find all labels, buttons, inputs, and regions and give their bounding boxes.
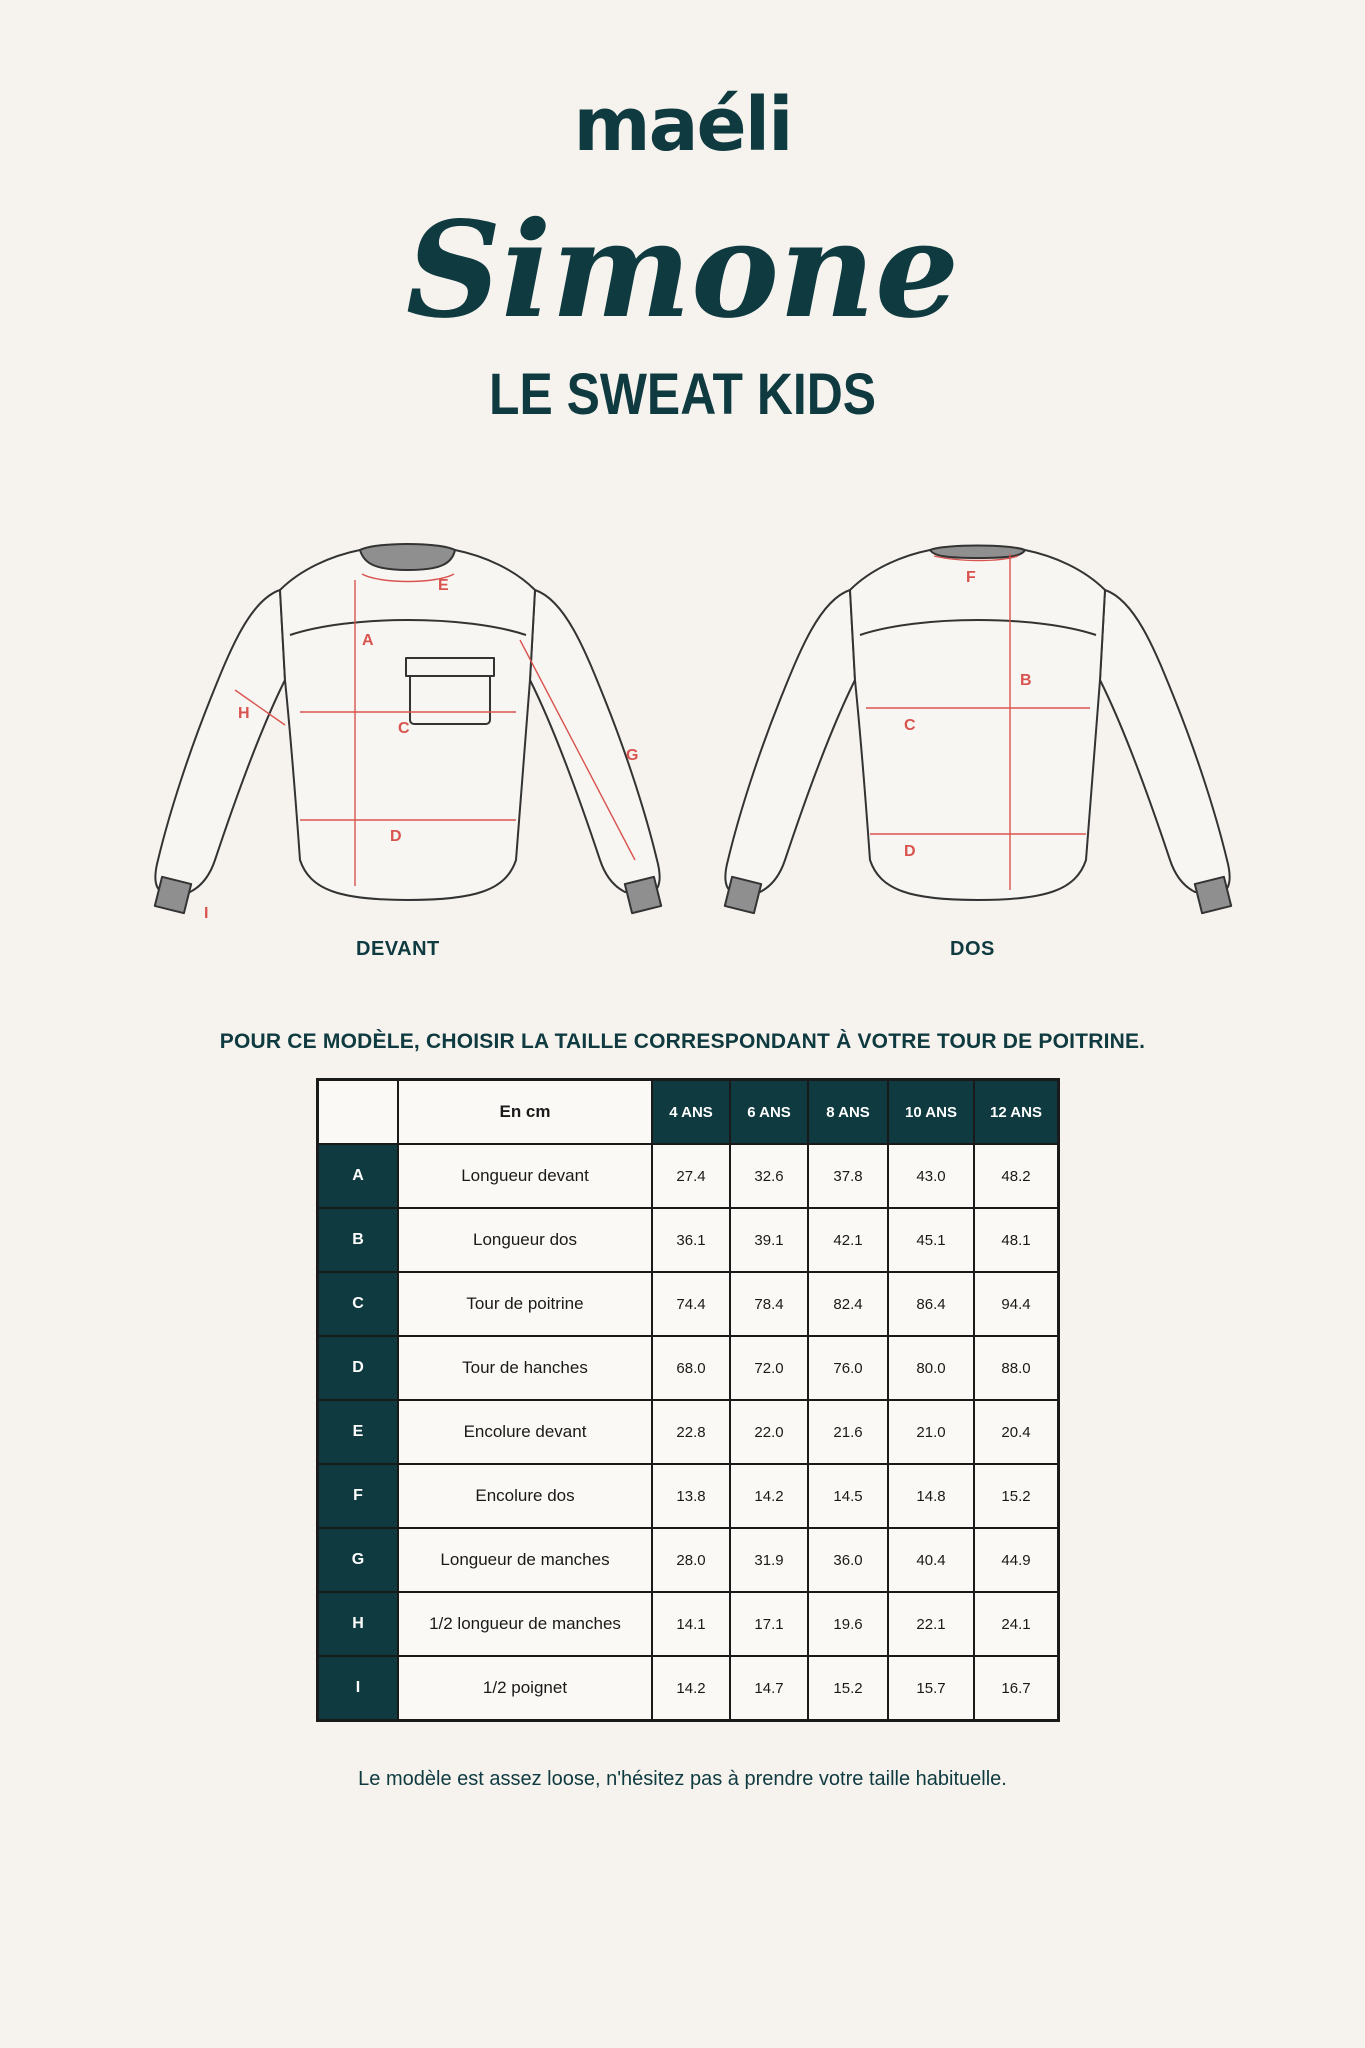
measure-label-c-back: C [904, 717, 916, 734]
size-header: 4 ANS [652, 1080, 730, 1145]
size-header: 6 ANS [730, 1080, 808, 1145]
measure-label-f: F [966, 569, 976, 586]
row-letter: I [318, 1656, 399, 1721]
cell-value: 14.2 [730, 1464, 808, 1528]
measure-label-i: I [204, 905, 209, 922]
row-letter: B [318, 1208, 399, 1272]
measure-label-g: G [626, 747, 639, 764]
cell-value: 68.0 [652, 1336, 730, 1400]
row-letter: H [318, 1592, 399, 1656]
cell-value: 16.7 [974, 1656, 1059, 1721]
row-label: Encolure dos [398, 1464, 652, 1528]
cell-value: 94.4 [974, 1272, 1059, 1336]
back-view-label: DOS [950, 938, 995, 960]
cell-value: 86.4 [888, 1272, 974, 1336]
table-row [318, 1144, 1059, 1208]
cell-value: 48.2 [974, 1144, 1059, 1208]
row-label: 1/2 longueur de manches [398, 1592, 652, 1656]
cell-value: 88.0 [974, 1336, 1059, 1400]
cell-value: 13.8 [652, 1464, 730, 1528]
table-row [318, 1400, 1059, 1464]
cell-value: 21.0 [888, 1400, 974, 1464]
cell-value: 14.8 [888, 1464, 974, 1528]
cell-value: 22.1 [888, 1592, 974, 1656]
cell-value: 36.1 [652, 1208, 730, 1272]
cell-value: 15.2 [808, 1656, 888, 1721]
table-row [318, 1336, 1059, 1400]
row-label: Longueur dos [398, 1208, 652, 1272]
cell-value: 76.0 [808, 1336, 888, 1400]
measure-label-e: E [438, 577, 449, 594]
cell-value: 72.0 [730, 1336, 808, 1400]
cell-value: 44.9 [974, 1528, 1059, 1592]
cell-value: 15.2 [974, 1464, 1059, 1528]
brand-logo: maéli [573, 82, 792, 168]
cell-value: 31.9 [730, 1528, 808, 1592]
row-letter: E [318, 1400, 399, 1464]
row-label: Longueur de manches [398, 1528, 652, 1592]
row-label: 1/2 poignet [398, 1656, 652, 1721]
row-label: Tour de hanches [398, 1336, 652, 1400]
cell-value: 28.0 [652, 1528, 730, 1592]
size-header: 10 ANS [888, 1080, 974, 1145]
cell-value: 15.7 [888, 1656, 974, 1721]
cell-value: 78.4 [730, 1272, 808, 1336]
table-row [318, 1592, 1059, 1656]
cell-value: 39.1 [730, 1208, 808, 1272]
cell-value: 82.4 [808, 1272, 888, 1336]
cell-value: 14.1 [652, 1592, 730, 1656]
fit-note: Le modèle est assez loose, n'hésitez pas à prendre votre taille habituelle. [358, 1768, 1007, 1790]
product-subtitle: LE SWEAT KIDS [488, 362, 877, 427]
cell-value: 19.6 [808, 1592, 888, 1656]
row-label: Tour de poitrine [398, 1272, 652, 1336]
cell-value: 32.6 [730, 1144, 808, 1208]
row-letter: G [318, 1528, 399, 1592]
product-title: Simone [405, 193, 960, 348]
cell-value: 14.2 [652, 1656, 730, 1721]
table-row [318, 1208, 1059, 1272]
size-table [316, 1078, 1060, 1722]
size-table-header [318, 1080, 1059, 1145]
measure-label-b: B [1020, 672, 1032, 689]
cell-value: 17.1 [730, 1592, 808, 1656]
row-label: Encolure devant [398, 1400, 652, 1464]
cell-value: 74.4 [652, 1272, 730, 1336]
row-label: Longueur devant [398, 1144, 652, 1208]
measure-label-d: D [390, 828, 402, 845]
row-letter: F [318, 1464, 399, 1528]
cell-value: 45.1 [888, 1208, 974, 1272]
cell-value: 22.8 [652, 1400, 730, 1464]
measure-label-c: C [398, 720, 410, 737]
header-blank [318, 1080, 399, 1145]
row-letter: A [318, 1144, 399, 1208]
cell-value: 48.1 [974, 1208, 1059, 1272]
size-header: 12 ANS [974, 1080, 1059, 1145]
table-row [318, 1272, 1059, 1336]
cell-value: 14.7 [730, 1656, 808, 1721]
back-sketch [710, 530, 1250, 930]
size-instruction: POUR CE MODÈLE, CHOISIR LA TAILLE CORRESPONDANT À VOTRE TOUR DE POITRINE. [219, 1030, 1146, 1053]
cell-value: 43.0 [888, 1144, 974, 1208]
cell-value: 36.0 [808, 1528, 888, 1592]
row-letter: D [318, 1336, 399, 1400]
cell-value: 40.4 [888, 1528, 974, 1592]
table-row [318, 1528, 1059, 1592]
cell-value: 22.0 [730, 1400, 808, 1464]
measure-label-a: A [362, 632, 374, 649]
cell-value: 80.0 [888, 1336, 974, 1400]
cell-value: 24.1 [974, 1592, 1059, 1656]
cell-value: 14.5 [808, 1464, 888, 1528]
cell-value: 42.1 [808, 1208, 888, 1272]
cell-value: 20.4 [974, 1400, 1059, 1464]
front-view-label: DEVANT [356, 938, 440, 960]
unit-header: En cm [398, 1080, 652, 1145]
table-row [318, 1656, 1059, 1721]
table-row [318, 1464, 1059, 1528]
cell-value: 21.6 [808, 1400, 888, 1464]
cell-value: 27.4 [652, 1144, 730, 1208]
row-letter: C [318, 1272, 399, 1336]
size-header: 8 ANS [808, 1080, 888, 1145]
measure-label-h: H [238, 705, 250, 722]
measure-label-d-back: D [904, 843, 916, 860]
cell-value: 37.8 [808, 1144, 888, 1208]
front-sketch [140, 530, 680, 930]
